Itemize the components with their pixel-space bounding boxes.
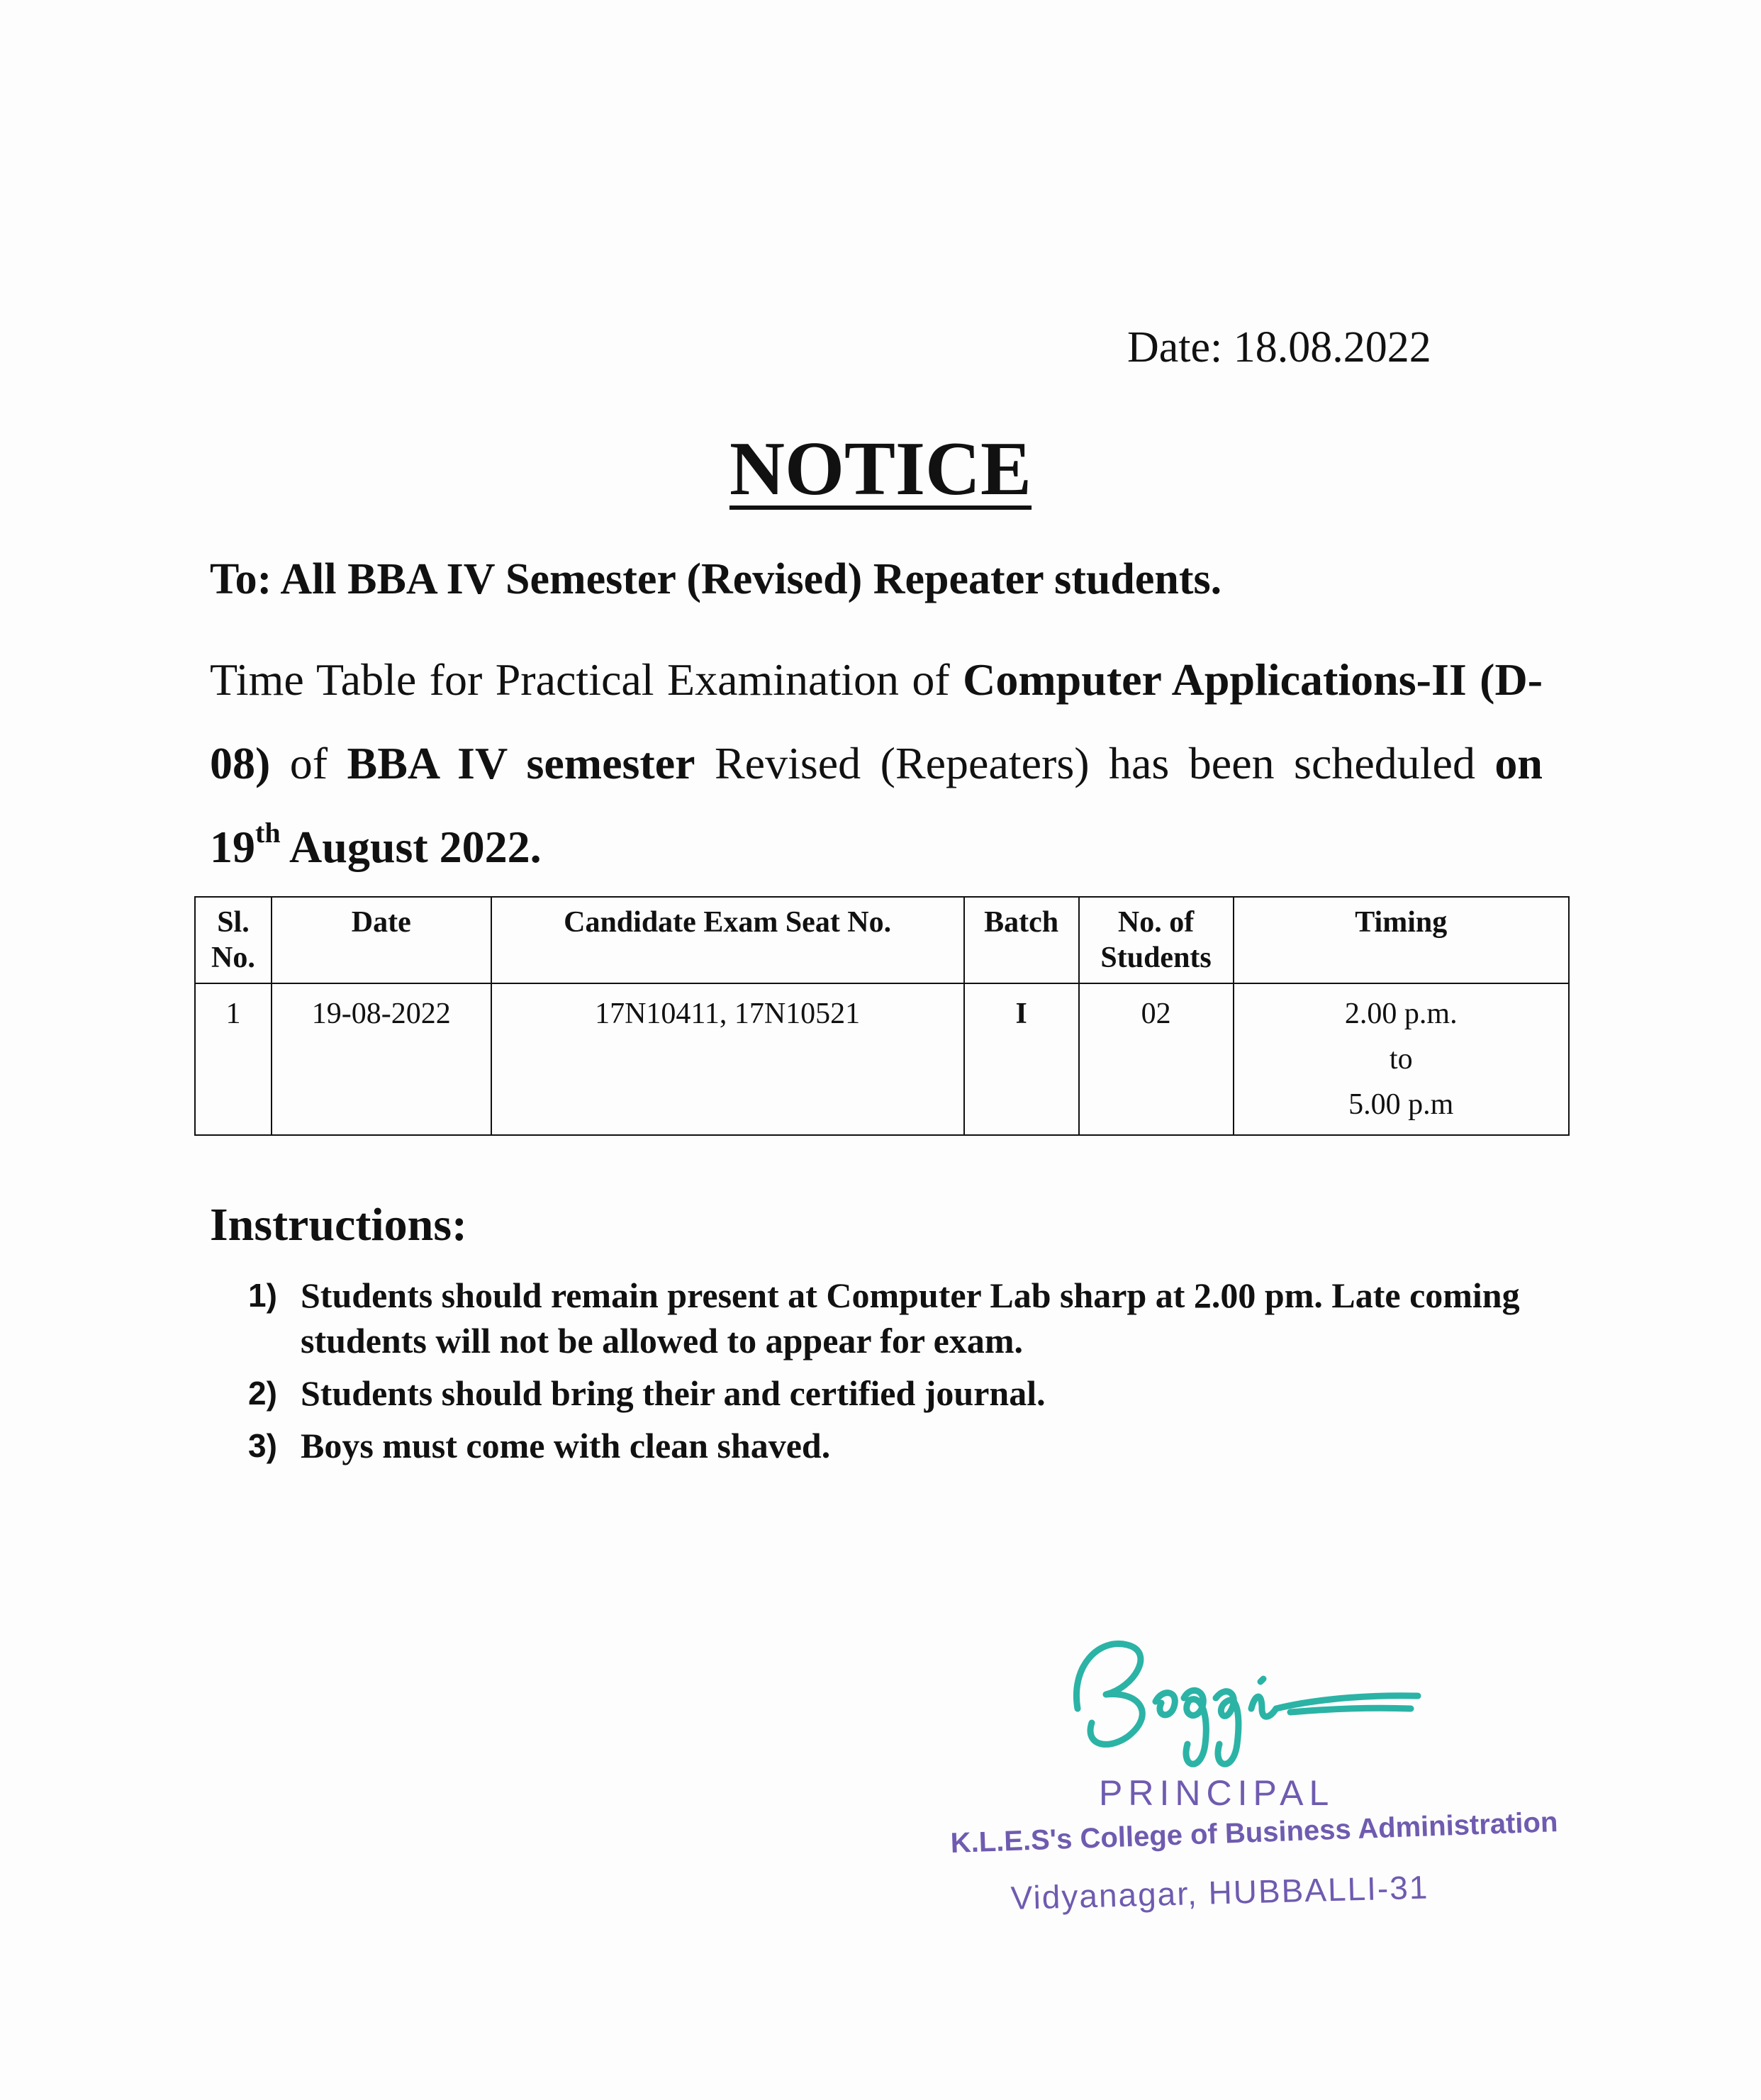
timing-to: to [1389,1043,1413,1076]
stamp-address: Vidyanagar, HUBBALLI-31 [1010,1868,1430,1916]
header-students: No. of Students [1079,897,1234,983]
list-item [248,1423,1560,1468]
header-timing: Timing [1234,897,1569,983]
list-item-number: 3) [248,1427,277,1464]
table-row [195,983,1569,1135]
notice-date: Date: 18.08.2022 [1127,323,1431,372]
timing-start: 2.00 p.m. [1344,998,1458,1030]
list-item-text: Boys must come with clean shaved. [301,1426,831,1465]
para-subject: Computer Applications-II (D-08) [210,654,1543,788]
para-date-month: August 2022. [280,822,542,872]
instructions-list [248,1273,1560,1475]
para-date-day: on 19 [210,738,1543,872]
para-text-3: Revised (Repeaters) has been scheduled [695,738,1495,788]
cell-students: 02 [1079,983,1234,1135]
exam-timetable [194,896,1570,1136]
table-header-row [195,897,1569,983]
cell-batch: I [964,983,1079,1135]
stamp-college: K.L.E.S's College of Business Administration [950,1806,1559,1859]
header-date: Date [272,897,491,983]
list-item-number: 1) [248,1277,277,1314]
para-date-suffix: th [255,816,281,849]
list-item-number: 2) [248,1375,277,1412]
principal-signature [1049,1624,1432,1794]
header-seat-no: Candidate Exam Seat No. [491,897,964,983]
header-batch: Batch [964,897,1079,983]
notice-paragraph [210,638,1543,889]
timing-end: 5.00 p.m [1348,1088,1454,1121]
cell-seat-no: 17N10411, 17N10521 [491,983,964,1135]
para-text-2: of [270,738,347,788]
list-item [248,1273,1560,1363]
cell-timing [1234,983,1569,1135]
para-semester: BBA IV semester [347,738,695,788]
list-item [248,1370,1560,1416]
notice-title-text: NOTICE [729,427,1032,511]
para-text-1: Time Table for Practical Examination of [210,654,963,705]
list-item-text: Students should remain present at Computer Lab sharp at 2.00 pm. Late coming students will not be allowed to appear for exam. [301,1275,1520,1361]
instructions-heading: Instructions: [210,1199,468,1251]
notice-title [0,425,1761,513]
stamp-title: PRINCIPAL [1099,1773,1335,1813]
recipient-line: To: All BBA IV Semester (Revised) Repeater students. [210,555,1222,603]
header-sl-no: Sl. No. [195,897,272,983]
list-item-text: Students should bring their and certified journal. [301,1373,1046,1413]
cell-sl-no: 1 [195,983,272,1135]
cell-date: 19-08-2022 [272,983,491,1135]
